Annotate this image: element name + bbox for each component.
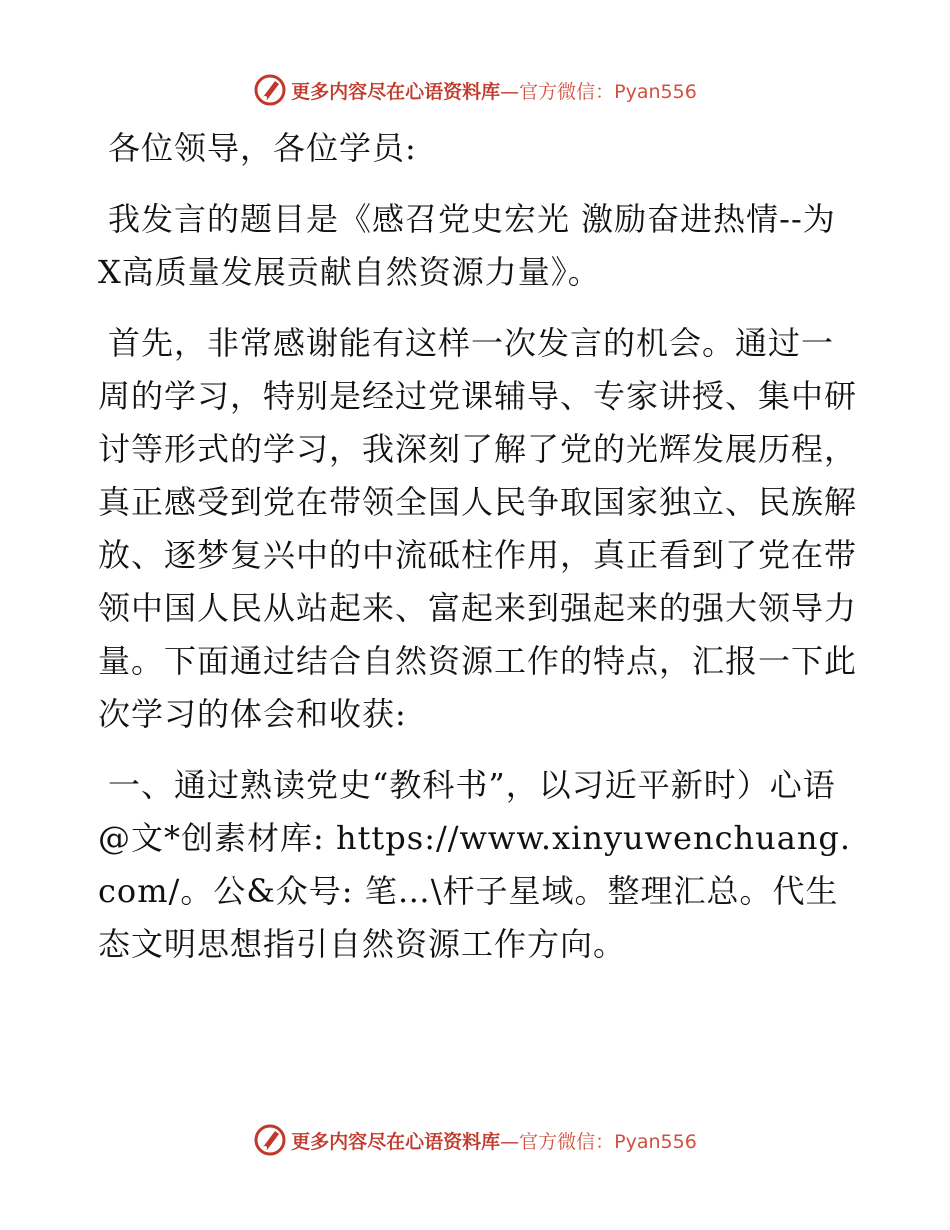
- watermark-text: [291, 1127, 697, 1154]
- salutation: 各位领导，各位学员:: [108, 129, 417, 167]
- pen-circle-logo-icon: [253, 1123, 287, 1157]
- watermark-dash: —: [500, 1130, 520, 1153]
- speech-title-paragraph: 我发言的题目是《感召党史宏光 激励奋进热情--为X高质量发展贡献自然资源力量》。: [98, 200, 836, 291]
- intro-paragraph: 首先，非常感谢能有这样一次发言的机会。通过一周的学习，特别是经过党课辅导、专家讲授、集中研讨等形式的学习，我深刻了解了党的光辉发展历程，真正感受到党在带领全国人民争取国家独立、民族解放、逐梦复兴中的中流砥柱作用，真正看到了党在带领中国人民从站起来、富起来到强起来的强大领导力量。下面通过结合自然资源工作的特点，汇报一下此次学习的体会和收获:: [98, 324, 858, 733]
- watermark-main: 更多内容尽在心语资料库: [291, 80, 501, 103]
- watermark-account: 官方微信：Pyan556: [519, 80, 697, 103]
- pen-circle-logo-icon: [253, 73, 287, 107]
- watermark-text: [291, 77, 697, 104]
- document-body: [98, 122, 858, 989]
- watermark-footer: [0, 1120, 950, 1160]
- watermark-account: 官方微信：Pyan556: [519, 1130, 697, 1153]
- watermark-main: 更多内容尽在心语资料库: [291, 1130, 501, 1153]
- watermark-dash: —: [500, 80, 520, 103]
- section-one-paragraph: 一、通过熟读党史“教科书”，以习近平新时）心语@文*创素材库: https://www.xinyuwenchuang.com/。公&众号: 笔…\杆子星域。整理汇总。代生态文明思想指引自然资源工作方向。: [98, 766, 852, 963]
- watermark-header: [0, 70, 950, 110]
